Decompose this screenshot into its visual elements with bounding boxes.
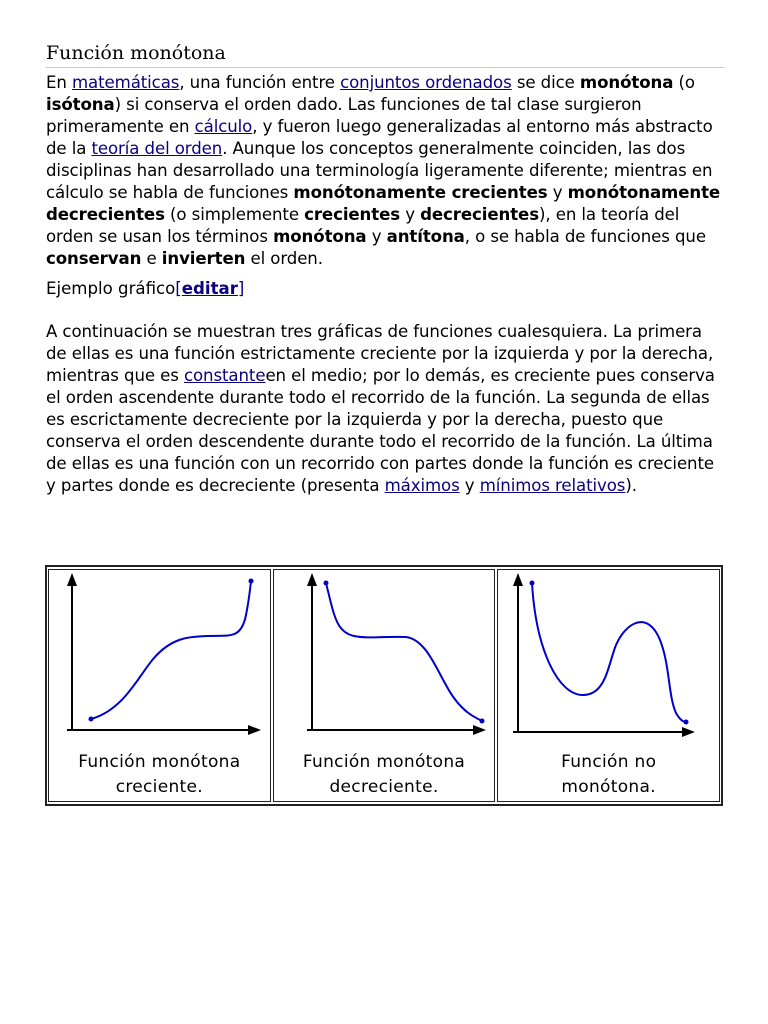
- bold-term: antítona: [386, 227, 465, 246]
- text-run: y: [459, 476, 480, 495]
- curve-end-point: [684, 720, 689, 725]
- caption: [498, 750, 719, 800]
- text-run: A continuación se muestran tres gráficas de funciones cualesquiera. La primera de ellas es una función estrictamente creciente por la izquierda y por la derecha, mientras que es: [46, 322, 714, 385]
- bold-term: monótonamente crecientes: [293, 183, 548, 202]
- caption: [49, 750, 270, 800]
- caption-line-2: creciente.: [115, 777, 203, 797]
- page-title: Función monótona: [46, 40, 724, 68]
- gallery-item-increasing[interactable]: [48, 569, 271, 802]
- edit-bracket-close: ]: [237, 279, 245, 298]
- bold-term: monótona: [579, 73, 674, 92]
- text-run: , o se habla de funciones que: [464, 227, 706, 246]
- curve-start-point: [89, 717, 94, 722]
- gallery-item-decreasing[interactable]: [273, 569, 496, 802]
- bold-term: invierten: [161, 249, 246, 268]
- bold-term: isótona: [46, 95, 115, 114]
- x-axis-arrow: [248, 725, 261, 735]
- curve-start-point: [530, 581, 535, 586]
- caption-line-2: decreciente.: [329, 777, 439, 797]
- bold-term: monótonamente decrecientes: [46, 183, 721, 224]
- bold-term: conservan: [46, 249, 142, 268]
- text-run: se dice: [511, 73, 580, 92]
- y-axis-arrow: [307, 573, 317, 586]
- text-run: (o simplemente: [164, 205, 305, 224]
- bold-term: crecientes: [304, 205, 401, 224]
- curve-end-point: [479, 719, 484, 724]
- bold-term: decrecientes: [420, 205, 539, 224]
- increasing-curve: [91, 581, 251, 719]
- inline-link[interactable]: máximos: [384, 476, 460, 495]
- edit-link[interactable]: editar: [181, 279, 238, 298]
- inline-link[interactable]: constante: [183, 366, 266, 385]
- y-axis-arrow: [513, 573, 523, 586]
- edit-bracket-open: [: [175, 279, 182, 298]
- x-axis-arrow: [473, 725, 486, 735]
- section-heading-text: Ejemplo gráfico: [46, 279, 176, 298]
- inline-link[interactable]: mínimos relativos: [479, 476, 626, 495]
- curve-end-point: [249, 579, 254, 584]
- gallery-item-non-monotonic[interactable]: [497, 569, 720, 802]
- x-axis-arrow: [682, 727, 695, 737]
- text-run: ) si conserva el orden dado. Las funciones de tal clase surgieron primeramente en: [46, 95, 642, 136]
- caption-line-1: Función monótona: [302, 752, 466, 772]
- text-run: ).: [625, 476, 637, 495]
- article: [46, 40, 724, 497]
- text-run: el orden.: [245, 249, 323, 268]
- text-run: y: [366, 227, 387, 246]
- function-gallery: [45, 565, 723, 806]
- inline-link[interactable]: conjuntos ordenados: [340, 73, 512, 92]
- inline-link[interactable]: teoría del orden: [91, 139, 223, 158]
- caption: [274, 750, 495, 800]
- bold-term: monótona: [273, 227, 367, 246]
- caption-line-1: Función no: [561, 752, 657, 772]
- decreasing-curve: [326, 583, 482, 721]
- non-monotonic-curve: [532, 583, 686, 722]
- y-axis-arrow: [67, 573, 77, 586]
- section-heading: [46, 278, 724, 300]
- inline-link[interactable]: cálculo: [194, 117, 253, 136]
- example-paragraph: [46, 321, 724, 497]
- text-run: . Aunque los conceptos generalmente coinciden, las dos disciplinas han desarrollado una terminología ligeramente diferente; mientras en cálculo se habla de funciones: [46, 139, 713, 202]
- text-run: , y fueron luego generalizadas al entorno más abstracto de la: [46, 117, 713, 158]
- text-run: y: [400, 205, 421, 224]
- caption-line-2: monótona.: [561, 777, 656, 797]
- intro-paragraph: [46, 72, 724, 270]
- caption-line-1: Función monótona: [78, 752, 241, 772]
- text-run: ), en la teoría del orden se usan los términos: [46, 205, 680, 246]
- inline-link[interactable]: matemáticas: [71, 73, 180, 92]
- text-run: en el medio; por lo demás, es creciente pues conserva el orden ascendente durante todo el recorrido de la función. La segunda de ellas es escrictamente decreciente por la izquierda y por la derecha, puesto que conserva el orden descendente durante todo el recorrido de la función. La última de ellas es una función con un recorrido con partes donde la función es creciente y partes donde es decreciente (presenta: [46, 366, 715, 495]
- curve-start-point: [323, 581, 328, 586]
- text-run: (o: [673, 73, 695, 92]
- text-run: y: [547, 183, 568, 202]
- text-run: En: [46, 73, 72, 92]
- text-run: , una función entre: [179, 73, 341, 92]
- text-run: e: [141, 249, 162, 268]
